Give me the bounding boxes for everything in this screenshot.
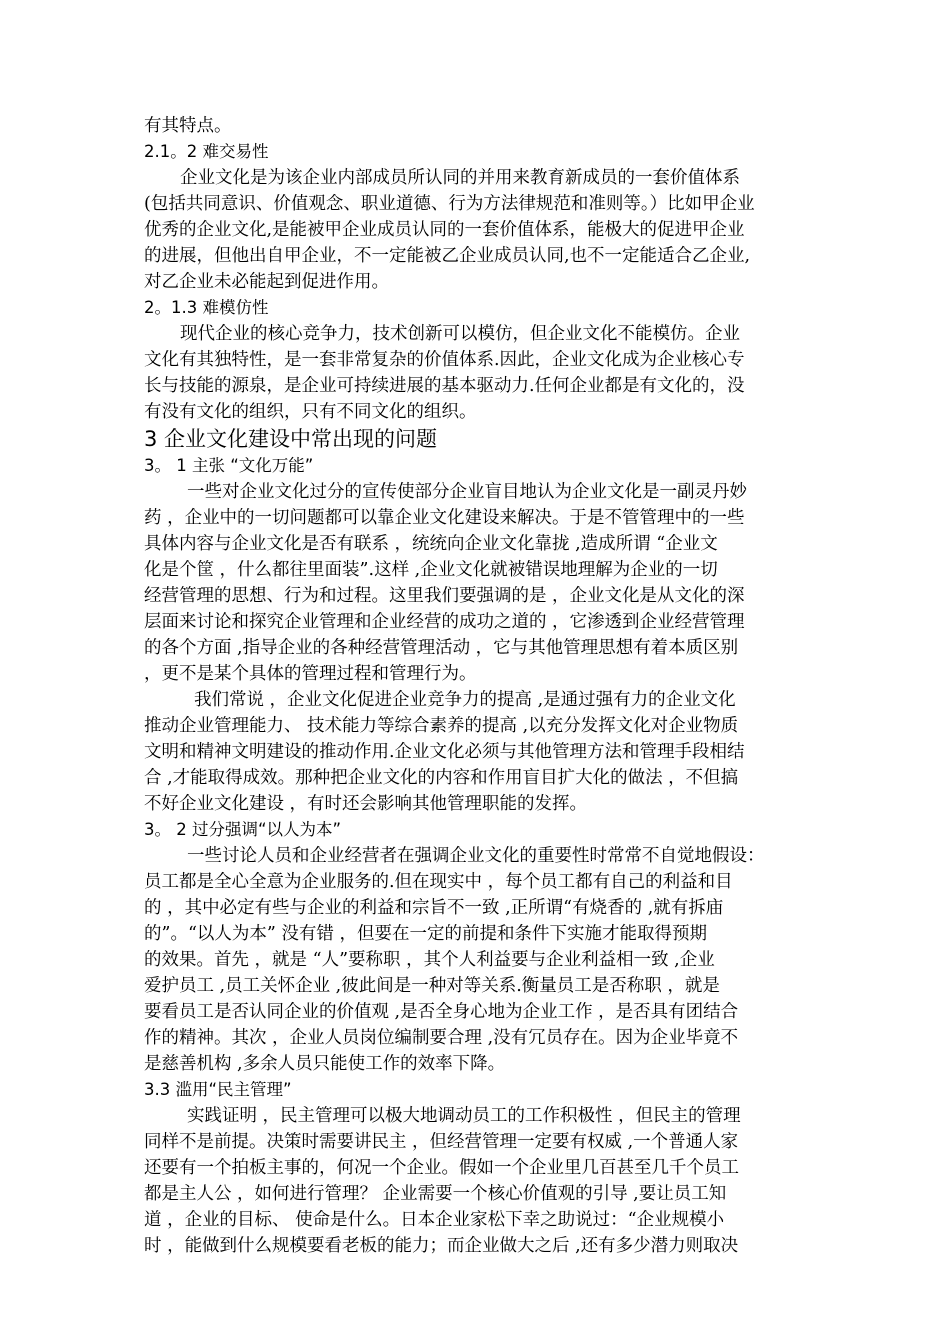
- paragraph-line: 还要有一个拍板主事的，何况一个企业。假如一个企业里几百甚至几千个员工: [144, 1158, 739, 1178]
- paragraph-line: 的效果。首先 ，就是 “人”要称职 ，其个人利益要与企业利益相一致 ,企业: [144, 950, 715, 970]
- paragraph-line: 文明和精神文明建设的推动作用.企业文化必须与其他管理方法和管理手段相结: [144, 742, 745, 762]
- paragraph-line: 的进展，但他出自甲企业，不一定能被乙企业成员认同,也不一定能适合乙企业,: [144, 246, 751, 266]
- paragraph-line: 有没有文化的组织，只有不同文化的组织。: [144, 402, 477, 422]
- paragraph-line: 一些对企业文化过分的宣传使部分企业盲目地认为企业文化是一副灵丹妙: [187, 482, 747, 502]
- paragraph-line: 要看员工是否认同企业的价值观 ,是否全身心地为企业工作 ，是否具有团结合: [144, 1002, 739, 1022]
- paragraph-line: 有其特点。: [144, 116, 232, 136]
- section-heading-2-1-3: 2。1.3 难模仿性: [144, 298, 269, 317]
- paragraph-line: 的”。“以人为本” 没有错 ，但要在一定的前提和条件下实施才能取得预期: [144, 924, 707, 944]
- paragraph-line: 层面来讨论和探究企业管理和企业经营的成功之道的 ，它渗透到企业经营管理: [144, 612, 745, 632]
- paragraph-line: 员工都是全心全意为企业服务的.但在现实中 ，每个员工都有自己的利益和目: [144, 872, 733, 892]
- paragraph-line: 是慈善机构 ,多余人员只能使工作的效率下降。: [144, 1054, 506, 1074]
- section-heading-3-3: 3.3 滥用“民主管理”: [144, 1080, 292, 1099]
- paragraph-line: 对乙企业未必能起到促进作用。: [144, 272, 389, 292]
- paragraph-line: 企业文化是为该企业内部成员所认同的并用来教育新成员的一套价值体系: [180, 168, 740, 188]
- paragraph-line: 化是个筐 ，什么都往里面装”.这样 ,企业文化就被错误地理解为企业的一切: [144, 560, 718, 580]
- paragraph-line: 现代企业的核心竞争力，技术创新可以模仿，但企业文化不能模仿。企业: [180, 324, 740, 344]
- paragraph-line: 的各个方面 ,指导企业的各种经营管理活动 ，它与其他管理思想有着本质区别: [144, 638, 739, 658]
- section-heading-3-1: 3。 1 主张 “文化万能”: [144, 456, 314, 475]
- paragraph-line: 时 ，能做到什么规模要看老板的能力；而企业做大之后 ,还有多少潜力则取决: [144, 1236, 739, 1256]
- paragraph-line: 经营管理的思想、行为和过程。这里我们要强调的是 ，企业文化是从文化的深: [144, 586, 745, 606]
- paragraph-line: 都是主人公 ，如何进行管理？ 企业需要一个核心价值观的引导 ,要让员工知: [144, 1184, 727, 1204]
- paragraph-line: (包括共同意识、价值观念、职业道德、行为方法律规范和准则等。）比如甲企业: [144, 194, 755, 214]
- paragraph-line: 文化有其独特性，是一套非常复杂的价值体系.因此，企业文化成为企业核心专: [144, 350, 745, 370]
- paragraph-line: 我们常说 ，企业文化促进企业竞争力的提高 ,是通过强有力的企业文化: [194, 690, 736, 710]
- chapter-heading-3: 3 企业文化建设中常出现的问题: [144, 427, 438, 451]
- paragraph-line: 不好企业文化建设 ，有时还会影响其他管理职能的发挥。: [144, 794, 588, 814]
- paragraph-line: 爱护员工 ,员工关怀企业 ,彼此间是一种对等关系.衡量员工是否称职 ，就是: [144, 976, 720, 996]
- paragraph-line: 道 ，企业的目标、 使命是什么。日本企业家松下幸之助说过：“企业规模小: [144, 1210, 725, 1230]
- paragraph-line: 长与技能的源泉，是企业可持续进展的基本驱动力.任何企业都是有文化的，没: [144, 376, 745, 396]
- paragraph-line: ，更不是某个具体的管理过程和管理行为。: [144, 664, 477, 684]
- section-heading-2-1-2: 2.1。2 难交易性: [144, 142, 269, 161]
- paragraph-line: 一些讨论人员和企业经营者在强调企业文化的重要性时常常不自觉地假设：: [187, 846, 765, 866]
- section-heading-3-2: 3。 2 过分强调“以人为本”: [144, 820, 342, 839]
- paragraph-line: 具体内容与企业文化是否有联系 ，统统向企业文化靠拢 ,造成所谓 “企业文: [144, 534, 718, 554]
- paragraph-line: 的 ，其中必定有些与企业的利益和宗旨不一致 ,正所谓“有烧香的 ,就有拆庙: [144, 898, 724, 918]
- paragraph-line: 推动企业管理能力、 技术能力等综合素养的提高 ,以充分发挥文化对企业物质: [144, 716, 739, 736]
- paragraph-line: 实践证明 ，民主管理可以极大地调动员工的工作积极性 ，但民主的管理: [187, 1106, 741, 1126]
- paragraph-line: 优秀的企业文化,是能被甲企业成员认同的一套价值体系，能极大的促进甲企业: [144, 220, 745, 240]
- paragraph-line: 作的精神。其次 ，企业人员岗位编制要合理 ,没有冗员存在。因为企业毕竟不: [144, 1028, 739, 1048]
- document-body: [144, 113, 816, 1259]
- paragraph-line: 同样不是前提。决策时需要讲民主 ，但经营管理一定要有权威 ,一个普通人家: [144, 1132, 739, 1152]
- paragraph-line: 药 ，企业中的一切问题都可以靠企业文化建设来解决。于是不管管理中的一些: [144, 508, 745, 528]
- paragraph-line: 合 ,才能取得成效。那种把企业文化的内容和作用盲目扩大化的做法 ，不但搞: [144, 768, 739, 788]
